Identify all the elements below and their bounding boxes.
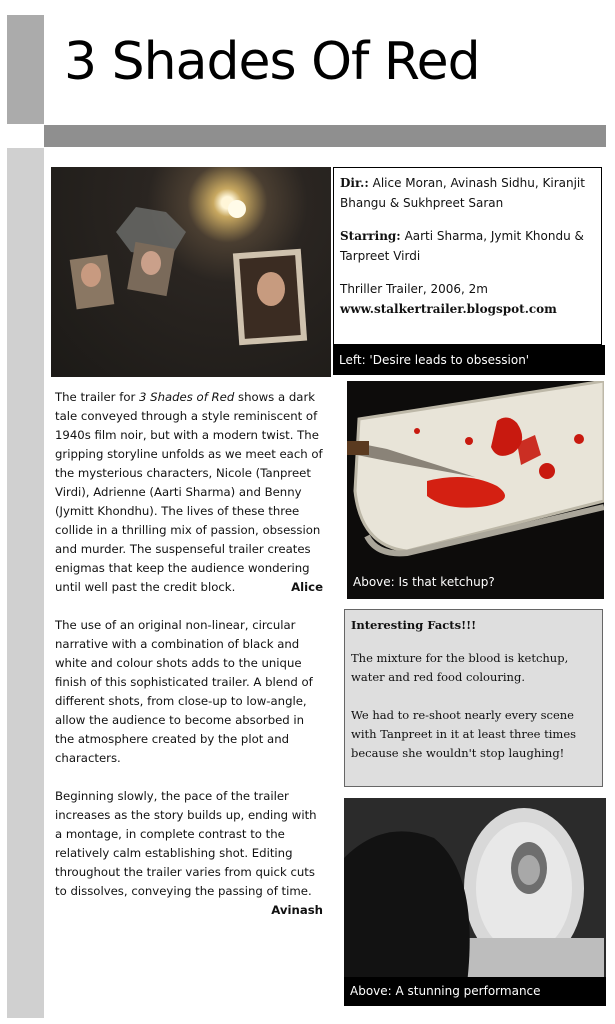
credits-box xyxy=(333,167,602,345)
decorative-header-rule xyxy=(44,125,606,147)
fact-1: The mixture for the blood is ketchup, water and red food colouring. xyxy=(351,651,569,684)
starring-line xyxy=(340,226,595,266)
article-text: shows a dark tale conveyed through a style reminiscent of 1940s film noir, but with a modern twist. The gripping storyline unfolds as we meet each of the mysterious characters, Nicole (Tanpreet Virdi), Adrienne (Aarti Sharma) and Benny (Jymitt Khondhu). The lives of these three collide in a thrilling mix of passion, obsession and murder. The suspenseful trailer creates enigmas that keep the audience wondering until well past the credit block. xyxy=(55,390,323,594)
interesting-facts-box xyxy=(344,609,603,787)
director-label: Dir.: xyxy=(340,176,369,190)
starring-label: Starring: xyxy=(340,229,401,243)
director-value: Alice Moran, Avinash Sidhu, Kiranjit Bhangu & Sukhpreet Saran xyxy=(340,176,585,210)
fact-2: We had to re-shoot nearly every scene with Tanpreet in it at least three times because she wouldn't stop laughing! xyxy=(351,708,577,760)
article-paragraph-1 xyxy=(55,388,323,597)
author-signature-avinash: Avinash xyxy=(271,903,323,917)
website-link[interactable]: www.stalkertrailer.blogspot.com xyxy=(340,302,557,316)
page-title: 3 Shades Of Red xyxy=(64,32,480,92)
photo-caption-2: Above: Is that ketchup? xyxy=(353,575,495,589)
decorative-bar-top-left xyxy=(7,15,44,124)
article-text: The trailer for xyxy=(55,390,139,404)
starring-value: Aarti Sharma, Jymit Khondu & Tarpreet Virdi xyxy=(340,229,584,263)
article-paragraph-3 xyxy=(55,787,323,917)
film-info-text: Thriller Trailer, 2006, 2m xyxy=(340,282,488,296)
article-text: Beginning slowly, the pace of the trailer increases as the story builds up, ending with a montage, in complete contrast to the relatively calm establishing shot. Editing throughout the trailer varies from quick cuts to dissolves, conveying the passing of time. xyxy=(55,789,317,898)
author-signature-alice: Alice xyxy=(291,580,323,594)
article-body xyxy=(55,388,323,920)
candle-photo-graphic xyxy=(51,167,331,377)
photo-caption-1: Left: 'Desire leads to obsession' xyxy=(333,345,605,375)
director-line xyxy=(340,173,595,213)
candle-photo xyxy=(51,167,331,377)
photo-caption-3: Above: A stunning performance xyxy=(344,977,606,1006)
film-info xyxy=(340,279,595,319)
decorative-bar-left xyxy=(7,148,44,1018)
film-title-italic: 3 Shades of Red xyxy=(139,390,235,404)
mirror-photo xyxy=(344,798,606,1006)
mirror-photo-graphic xyxy=(344,798,606,1006)
facts-title: Interesting Facts!!! xyxy=(351,618,477,632)
article-paragraph-2: The use of an original non-linear, circular narrative with a combination of black and white and colour shots adds to the unique finish of this sophisticated trailer. A blend of different shots, from close-up to low-angle, allow the audience to become absorbed in the atmosphere created by the plot and characters. xyxy=(55,618,313,765)
